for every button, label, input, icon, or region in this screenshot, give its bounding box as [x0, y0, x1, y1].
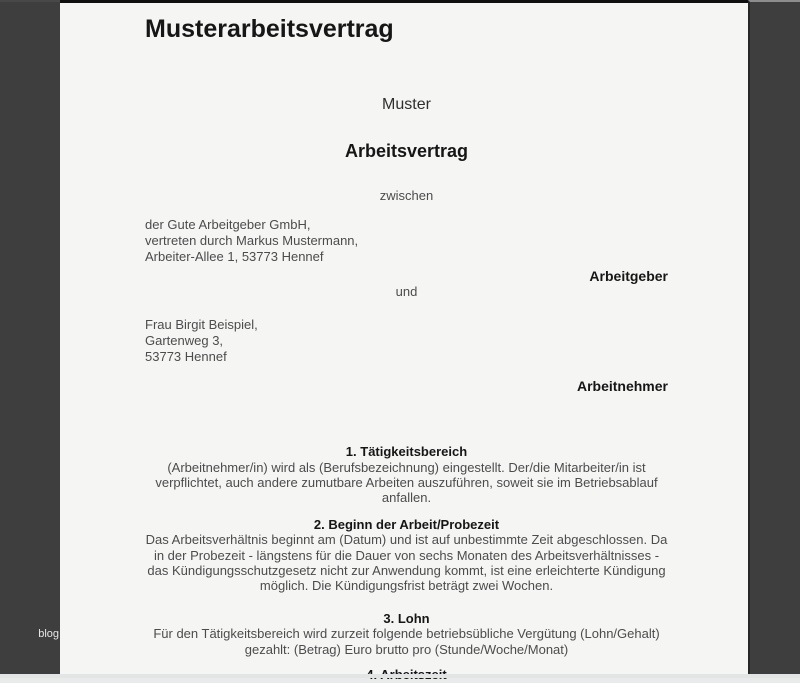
- section-taetigkeitsbereich: [145, 444, 668, 506]
- section-body: (Arbeitnehmer/in) wird als (Berufsbezeichnung) eingestellt. Der/die Mitarbeiter/in ist verpflichtet, auch andere zumutbare Arbeiten auszuführen, soweit sie im Betriebsablauf anfallen.: [155, 459, 658, 506]
- employer-address-block: [145, 217, 668, 265]
- employer-address-line: Arbeiter-Allee 1, 53773 Hennef: [145, 249, 324, 264]
- section-body: Das Arbeitsverhältnis beginnt am (Datum) und ist auf unbestimmte Zeit abgeschlossen. Da in der Probezeit - längstens für die Dauer von sechs Monaten des Arbeitsverhältnisses - das Kündigungsschutzgesetz nicht zur Anwendung kommt, ist eine erleichterte Kündigung möglich. Die Kündigungsfrist beträgt zwei Wochen.: [145, 532, 668, 594]
- employee-address-block: [145, 317, 668, 365]
- section-beginn-probezeit: [145, 517, 668, 594]
- bottom-edge-strip: [0, 674, 800, 678]
- page-title: Musterarbeitsvertrag: [145, 15, 394, 43]
- left-sidebar-panel: [0, 0, 60, 674]
- contract-title: Arbeitsvertrag: [344, 141, 469, 161]
- between-label: zwischen: [379, 188, 434, 203]
- section-lohn: [145, 611, 668, 657]
- document-content: [60, 3, 748, 683]
- employer-address-line: der Gute Arbeitgeber GmbH,: [145, 217, 311, 232]
- document-subtitle: Muster: [382, 96, 431, 113]
- employee-role-label: Arbeitnehmer: [576, 378, 668, 394]
- employee-address-line: 53773 Hennef: [145, 349, 227, 364]
- conjunction-label: und: [395, 284, 418, 299]
- section-heading: 3. Lohn: [383, 610, 430, 626]
- employer-address-line: vertreten durch Markus Mustermann,: [145, 233, 359, 248]
- watermark-text: blog: [38, 628, 59, 640]
- contract-document-page: [60, 3, 748, 674]
- right-sidebar-panel: [748, 0, 800, 674]
- employee-address-line: Frau Birgit Beispiel,: [145, 317, 258, 332]
- section-heading: 2. Beginn der Arbeit/Probezeit: [313, 516, 500, 532]
- employer-role-label: Arbeitgeber: [589, 268, 668, 284]
- contract-sections: [145, 444, 668, 683]
- section-heading: 1. Tätigkeitsbereich: [345, 444, 468, 459]
- section-body: Für den Tätigkeitsbereich wird zurzeit folgende betriebsübliche Vergütung (Lohn/Gehalt) gezahlt: (Betrag) Euro brutto pro (Stunde/Woche/Monat): [153, 626, 660, 657]
- employee-address-line: Gartenweg 3,: [145, 333, 224, 348]
